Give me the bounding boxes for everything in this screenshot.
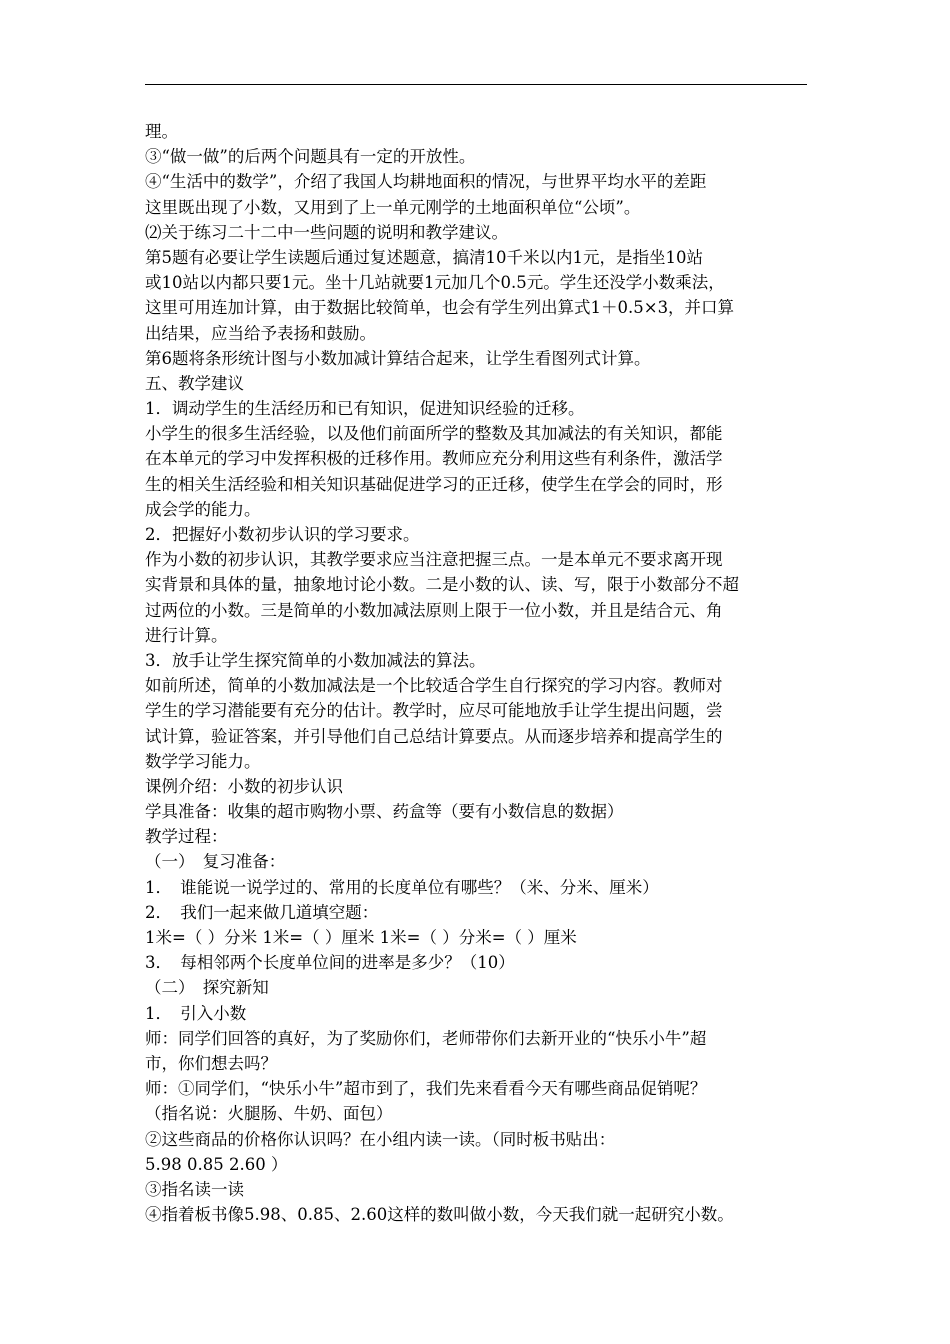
- text-line: 成会学的能力。: [145, 499, 261, 519]
- text-line: ④“生活中的数学”，介绍了我国人均耕地面积的情况，与世界平均水平的差距: [145, 172, 707, 192]
- text-line: 理。: [145, 122, 178, 141]
- text-line: 试计算，验证答案，并引导他们自己总结计算要点。从而逐步培养和提高学生的: [145, 726, 723, 746]
- text-line: 实背景和具体的量，抽象地讨论小数。二是小数的认、读、写，限于小数部分不超: [145, 575, 739, 595]
- text-line: 市，你们想去吗？: [145, 1053, 277, 1073]
- text-line: 3． 每相邻两个长度单位间的进率是多少？（10）: [145, 953, 515, 973]
- text-line: 教学过程：: [145, 827, 228, 847]
- text-line: ②这些商品的价格你认识吗？在小组内读一读。（同时板书贴出：: [145, 1129, 616, 1149]
- text-line: 第5题有必要让学生读题后通过复述题意，搞清10千米以内1元，是指坐10站: [145, 247, 703, 267]
- text-line: 五、教学建议: [145, 373, 244, 393]
- text-line: 1． 引入小数: [145, 1003, 247, 1023]
- text-line: ④指着板书像5.98、0.85、2.60这样的数叫做小数，今天我们就一起研究小数。: [145, 1205, 734, 1225]
- text-line: 这里既出现了小数，又用到了上一单元刚学的土地面积单位“公顷”。: [145, 197, 641, 217]
- text-line: 师：①同学们，“快乐小牛”超市到了，我们先来看看今天有哪些商品促销呢？: [145, 1079, 707, 1099]
- text-line: 第6题将条形统计图与小数加减计算结合起来，让学生看图列式计算。: [145, 348, 651, 368]
- text-line: 学具准备：收集的超市购物小票、药盒等（要有小数信息的数据）: [145, 802, 624, 822]
- text-line: 课例介绍：小数的初步认识: [145, 776, 343, 796]
- text-line: 2． 我们一起来做几道填空题：: [145, 902, 379, 922]
- text-line: ③“做一做”的后两个问题具有一定的开放性。: [145, 147, 476, 167]
- document-body: [145, 119, 815, 1227]
- text-line: 生的相关生活经验和相关知识基础促进学习的正迁移，使学生在学会的同时，形: [145, 474, 723, 494]
- text-line: ⑵关于练习二十二中一些问题的说明和教学建议。: [145, 222, 508, 242]
- text-line: 作为小数的初步认识，其教学要求应当注意把握三点。一是本单元不要求离开现: [145, 550, 723, 570]
- text-line: 1米=（ ）分米 1米=（ ）厘米 1米=（ ）分米=（ ）厘米: [145, 928, 577, 947]
- text-line: ③指名读一读: [145, 1179, 244, 1199]
- text-line: 5.98 0.85 2.60 ）: [145, 1154, 288, 1174]
- text-line: （二） 探究新知: [145, 978, 269, 998]
- text-line: 如前所述，简单的小数加减法是一个比较适合学生自行探究的学习内容。教师对: [145, 676, 723, 696]
- text-line: 3．放手让学生探究简单的小数加减法的算法。: [145, 650, 486, 670]
- text-line: 出结果，应当给予表扬和鼓励。: [145, 323, 376, 343]
- text-line: 1． 谁能说一说学过的、常用的长度单位有哪些？（米、分米、厘米）: [145, 877, 659, 897]
- text-line: （一） 复习准备：: [145, 852, 286, 872]
- text-line: 在本单元的学习中发挥积极的迁移作用。教师应充分利用这些有利条件，激活学: [145, 449, 723, 469]
- text-line: 小学生的很多生活经验，以及他们前面所学的整数及其加减法的有关知识，都能: [145, 424, 723, 444]
- text-line: 或10站以内都只要1元。坐十几站就要1元加几个0.5元。学生还没学小数乘法，: [145, 273, 725, 293]
- text-line: 学生的学习潜能要有充分的估计。教学时，应尽可能地放手让学生提出问题，尝: [145, 701, 723, 721]
- text-line: 2．把握好小数初步认识的学习要求。: [145, 525, 420, 544]
- text-line: 师：同学们回答的真好，为了奖励你们，老师带你们去新开业的“快乐小牛”超: [145, 1028, 707, 1048]
- text-line: 1．调动学生的生活经历和已有知识，促进知识经验的迁移。: [145, 399, 585, 419]
- header-rule: [145, 84, 807, 85]
- text-line: 进行计算。: [145, 625, 228, 645]
- text-line: （指名说：火腿肠、牛奶、面包）: [145, 1104, 393, 1124]
- text-line: 过两位的小数。三是简单的小数加减法原则上限于一位小数，并且是结合元、角: [145, 600, 723, 620]
- text-line: 这里可用连加计算，由于数据比较简单，也会有学生列出算式1＋0.5×3，并口算: [145, 298, 735, 318]
- text-line: 数学学习能力。: [145, 751, 261, 771]
